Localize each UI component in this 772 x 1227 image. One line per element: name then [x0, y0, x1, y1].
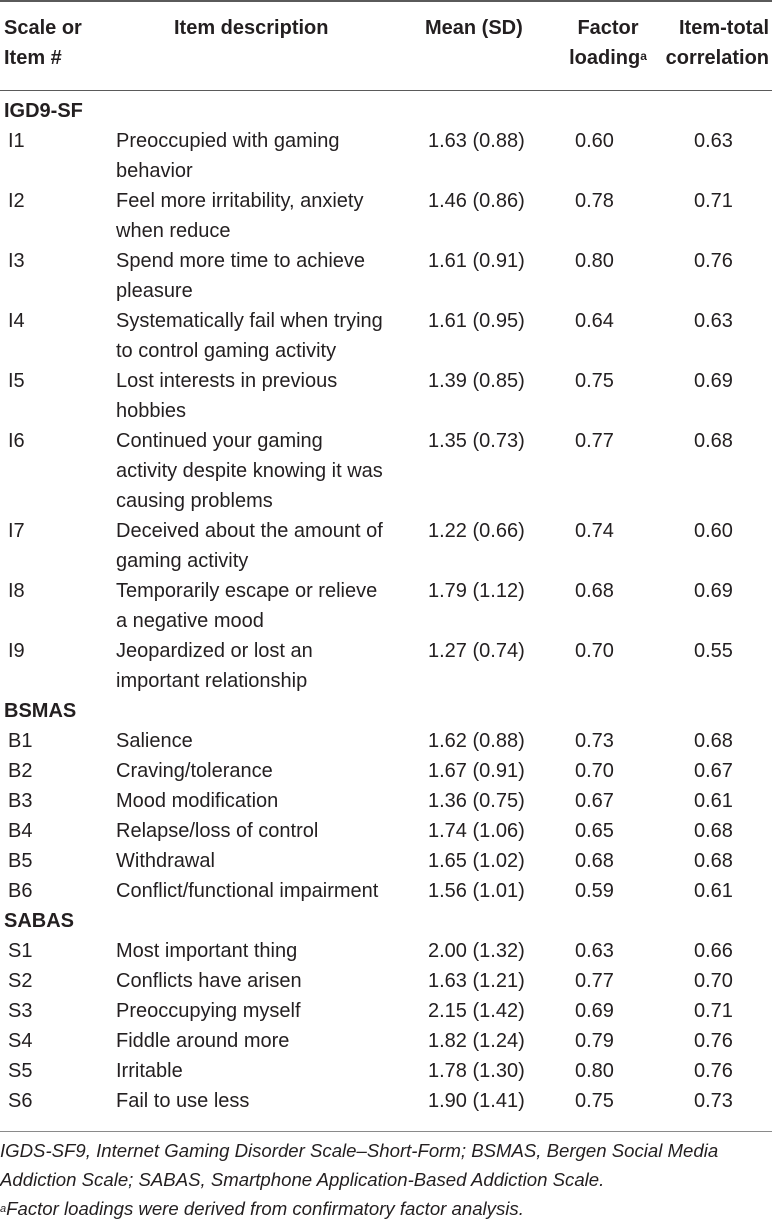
factor-loading-value: 0.74 [575, 520, 614, 542]
item-description [116, 876, 416, 906]
table-row [0, 576, 772, 636]
factor-loading-value: 0.70 [575, 640, 614, 662]
factor-loading-value: 0.78 [575, 190, 614, 212]
item-total-correlation-value: 0.55 [694, 640, 733, 662]
description-line: Mood modification [116, 790, 279, 812]
item-description [116, 756, 416, 786]
mean-sd-value: 1.56 (1.01) [428, 880, 525, 902]
factor-loading-value: 0.69 [575, 1000, 614, 1022]
mean-sd-value: 1.65 (1.02) [428, 850, 525, 872]
table-row [0, 126, 772, 186]
description-line: Lost interests in previous [116, 370, 338, 392]
table-row [0, 936, 772, 966]
item-total-correlation-value: 0.63 [694, 310, 733, 332]
item-total-correlation-value: 0.61 [694, 790, 733, 812]
item-description [116, 636, 416, 696]
factor-loading-value: 0.75 [575, 370, 614, 392]
footnote-a-text: Factor loadings were derived from confirmatory factor analysis. [6, 1198, 524, 1219]
item-description [116, 1026, 416, 1056]
factor-loading-value: 0.77 [575, 430, 614, 452]
item-total-correlation-value: 0.69 [694, 580, 733, 602]
mean-sd-value: 1.79 (1.12) [428, 580, 525, 602]
table-row [0, 516, 772, 576]
factor-loading-value: 0.80 [575, 250, 614, 272]
item-total-correlation-value: 0.66 [694, 940, 733, 962]
item-number: B6 [8, 880, 33, 902]
description-line: Salience [116, 730, 193, 752]
description-line: activity despite knowing it was [116, 460, 383, 482]
header-factor-superscript: a [640, 49, 647, 63]
description-line: Jeopardized or lost an [116, 640, 313, 662]
header-description: Item description [174, 17, 329, 39]
description-line: Deceived about the amount of [116, 520, 383, 542]
description-line: Temporarily escape or relieve [116, 580, 378, 602]
mean-sd-value: 2.00 (1.32) [428, 940, 525, 962]
description-line: gaming activity [116, 550, 249, 572]
item-total-correlation-value: 0.69 [694, 370, 733, 392]
item-total-correlation-value: 0.68 [694, 430, 733, 452]
table-row [0, 816, 772, 846]
item-description [116, 966, 416, 996]
table-row [0, 726, 772, 756]
item-total-correlation-value: 0.67 [694, 760, 733, 782]
mean-sd-value: 1.62 (0.88) [428, 730, 525, 752]
mean-sd-value: 1.27 (0.74) [428, 640, 525, 662]
description-line: pleasure [116, 280, 193, 302]
factor-loading-value: 0.63 [575, 940, 614, 962]
mean-sd-value: 1.90 (1.41) [428, 1090, 525, 1112]
item-number: S2 [8, 970, 33, 992]
item-total-correlation-value: 0.61 [694, 880, 733, 902]
description-line: Conflicts have arisen [116, 970, 302, 992]
item-description [116, 246, 416, 306]
mean-sd-value: 1.63 (1.21) [428, 970, 525, 992]
description-line: behavior [116, 160, 193, 182]
header-factor-loading [566, 13, 650, 75]
top-rule [0, 0, 772, 2]
factor-loading-value: 0.70 [575, 760, 614, 782]
factor-loading-value: 0.73 [575, 730, 614, 752]
description-line: Preoccupied with gaming [116, 130, 340, 152]
description-line: Fiddle around more [116, 1030, 290, 1052]
description-line: a negative mood [116, 610, 264, 632]
description-line: Spend more time to achieve [116, 250, 366, 272]
item-description [116, 1086, 416, 1116]
footnote-a [0, 1194, 772, 1227]
item-number: I5 [8, 370, 25, 392]
item-description [116, 186, 416, 246]
item-total-correlation-value: 0.76 [694, 1060, 733, 1082]
item-description [116, 726, 416, 756]
table-row [0, 1086, 772, 1116]
mean-sd-value: 1.35 (0.73) [428, 430, 525, 452]
mean-sd-value: 1.78 (1.30) [428, 1060, 525, 1082]
item-description [116, 816, 416, 846]
description-line: Systematically fail when trying [116, 310, 383, 332]
item-description [116, 846, 416, 876]
table-row [0, 966, 772, 996]
item-total-correlation-value: 0.73 [694, 1090, 733, 1112]
table-row [0, 426, 772, 516]
footnote-abbreviations-line-1: IGDS-SF9, Internet Gaming Disorder Scale–Short-Form; BSMAS, Bergen Social Media [0, 1140, 719, 1161]
item-number: S4 [8, 1030, 33, 1052]
item-number: B1 [8, 730, 33, 752]
item-total-correlation-value: 0.71 [694, 190, 733, 212]
scale-heading: SABAS [4, 910, 75, 932]
item-description [116, 426, 416, 516]
mean-sd-value: 1.63 (0.88) [428, 130, 525, 152]
description-line: Conflict/functional impairment [116, 880, 379, 902]
description-line: Continued your gaming [116, 430, 323, 452]
mean-sd-value: 1.82 (1.24) [428, 1030, 525, 1052]
item-number: I1 [8, 130, 25, 152]
table-row [0, 996, 772, 1026]
header-scale-item [4, 13, 82, 73]
table-row [0, 786, 772, 816]
table-row [0, 756, 772, 786]
description-line: hobbies [116, 400, 187, 422]
item-number: S3 [8, 1000, 33, 1022]
item-total-correlation-value: 0.68 [694, 730, 733, 752]
table-row [0, 246, 772, 306]
item-number: B3 [8, 790, 33, 812]
item-number: I3 [8, 250, 25, 272]
item-number: S6 [8, 1090, 33, 1112]
mean-sd-value: 2.15 (1.42) [428, 1000, 525, 1022]
footnote-a-marker: a [0, 1203, 7, 1215]
header-mean-sd: Mean (SD) [425, 17, 523, 39]
table-row [0, 1056, 772, 1086]
item-number: I4 [8, 310, 25, 332]
mean-sd-value: 1.46 (0.86) [428, 190, 525, 212]
item-number: I9 [8, 640, 25, 662]
item-description [116, 126, 416, 186]
factor-loading-value: 0.65 [575, 820, 614, 842]
item-description [116, 576, 416, 636]
item-total-correlation-value: 0.76 [694, 1030, 733, 1052]
mean-sd-value: 1.61 (0.95) [428, 310, 525, 332]
description-line: important relationship [116, 670, 308, 692]
table-row [0, 366, 772, 426]
item-number: S5 [8, 1060, 33, 1082]
item-number: B5 [8, 850, 33, 872]
item-total-correlation-value: 0.68 [694, 850, 733, 872]
item-number: I8 [8, 580, 25, 602]
mean-sd-value: 1.74 (1.06) [428, 820, 525, 842]
item-total-correlation-value: 0.70 [694, 970, 733, 992]
item-number: B4 [8, 820, 33, 842]
factor-loading-value: 0.59 [575, 880, 614, 902]
description-line: to control gaming activity [116, 340, 337, 362]
description-line: Preoccupying myself [116, 1000, 301, 1022]
item-number: S1 [8, 940, 33, 962]
description-line: Craving/tolerance [116, 760, 273, 782]
header-itc-line-2: correlation [665, 47, 769, 69]
table-row [0, 306, 772, 366]
factor-loading-value: 0.64 [575, 310, 614, 332]
factor-loading-value: 0.60 [575, 130, 614, 152]
mean-sd-value: 1.22 (0.66) [428, 520, 525, 542]
factor-loading-value: 0.67 [575, 790, 614, 812]
factor-loading-value: 0.68 [575, 580, 614, 602]
description-line: causing problems [116, 490, 273, 512]
description-line: Irritable [116, 1060, 183, 1082]
item-description [116, 936, 416, 966]
item-total-correlation-value: 0.76 [694, 250, 733, 272]
header-factor-line-1: Factor [577, 17, 639, 39]
header-itc-line-1: Item-total [679, 17, 769, 39]
mean-sd-value: 1.67 (0.91) [428, 760, 525, 782]
header-factor-line-2: loading$^a$ [569, 47, 647, 69]
item-description [116, 366, 416, 426]
table-footnotes [0, 1136, 772, 1227]
header-scale-line-2: Item # [4, 47, 62, 69]
factor-loading-value: 0.75 [575, 1090, 614, 1112]
description-line: Most important thing [116, 940, 298, 962]
mean-sd-value: 1.61 (0.91) [428, 250, 525, 272]
table-row [0, 636, 772, 696]
scale-heading: IGD9-SF [4, 100, 83, 122]
mean-sd-value: 1.39 (0.85) [428, 370, 525, 392]
bottom-rule [0, 1131, 772, 1132]
item-number: I6 [8, 430, 25, 452]
item-total-correlation-value: 0.68 [694, 820, 733, 842]
scale-heading: BSMAS [4, 700, 77, 722]
factor-loading-value: 0.77 [575, 970, 614, 992]
item-total-correlation-value: 0.71 [694, 1000, 733, 1022]
item-total-correlation-value: 0.63 [694, 130, 733, 152]
factor-loading-value: 0.79 [575, 1030, 614, 1052]
table-row [0, 846, 772, 876]
item-total-correlation-value: 0.60 [694, 520, 733, 542]
description-line: Relapse/loss of control [116, 820, 319, 842]
item-description [116, 516, 416, 576]
item-description [116, 786, 416, 816]
mean-sd-value: 1.36 (0.75) [428, 790, 525, 812]
header-scale-line-1: Scale or [4, 17, 82, 39]
item-number: I2 [8, 190, 25, 212]
description-line: Withdrawal [116, 850, 215, 872]
description-line: when reduce [116, 220, 231, 242]
table-row [0, 1026, 772, 1056]
item-number: I7 [8, 520, 25, 542]
item-number: B2 [8, 760, 33, 782]
factor-loading-value: 0.80 [575, 1060, 614, 1082]
item-description [116, 996, 416, 1026]
header-item-total [664, 13, 769, 73]
table-row [0, 186, 772, 246]
table-row [0, 876, 772, 906]
header-rule [0, 90, 772, 91]
item-description [116, 306, 416, 366]
description-line: Feel more irritability, anxiety [116, 190, 364, 212]
factor-loading-value: 0.68 [575, 850, 614, 872]
description-line: Fail to use less [116, 1090, 250, 1112]
item-description [116, 1056, 416, 1086]
footnote-abbreviations-line-2: Addiction Scale; SABAS, Smartphone Application-Based Addiction Scale. [0, 1169, 605, 1190]
